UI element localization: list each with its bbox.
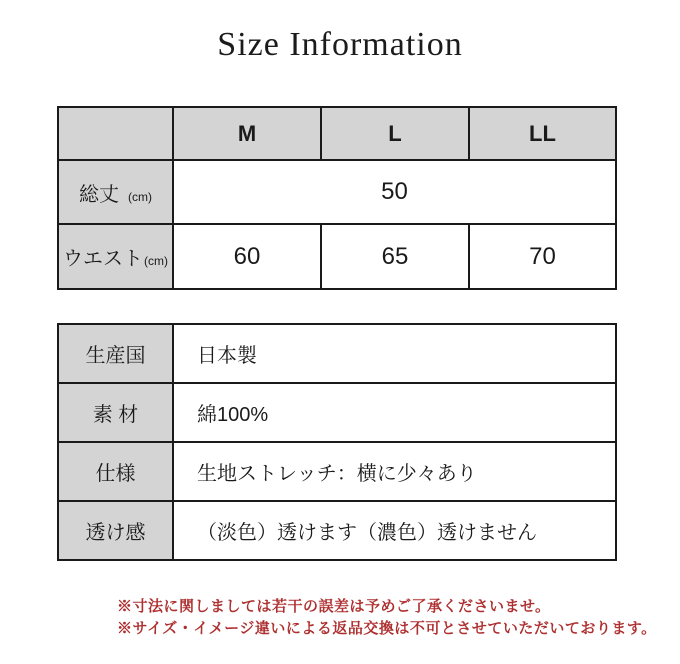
product-detail-table	[57, 323, 617, 561]
waist-value-m: 60	[173, 224, 321, 289]
waist-value-l: 65	[321, 224, 469, 289]
row-label-text: 総丈	[79, 183, 119, 206]
detail-row-spec	[58, 442, 616, 501]
size-column-header-l: L	[321, 107, 469, 160]
disclaimer-note-returns: ※サイズ・イメージ違いによる返品交換は不可とさせていただいております。	[117, 620, 657, 637]
row-label-total-length	[58, 160, 173, 224]
detail-value-material: 綿100%	[173, 383, 616, 442]
size-column-header-ll: LL	[469, 107, 616, 160]
disclaimer-notes	[117, 596, 657, 640]
total-length-value: 50	[173, 160, 616, 224]
detail-value-sheerness: （淡色）透けます（濃色）透けません	[173, 501, 616, 560]
size-table-row-total-length	[58, 160, 616, 224]
waist-value-ll: 70	[469, 224, 616, 289]
row-label-unit: (cm)	[144, 254, 168, 268]
size-table	[57, 106, 617, 290]
row-label-text: ウエスト	[63, 248, 143, 270]
detail-label-material: 素 材	[58, 383, 173, 442]
disclaimer-note-tolerance: ※寸法に関しましては若干の誤差は予めご了承くださいませ。	[117, 598, 551, 615]
detail-value-spec: 生地ストレッチ：横に少々あり	[173, 442, 616, 501]
size-table-row-waist	[58, 224, 616, 289]
detail-row-material	[58, 383, 616, 442]
detail-value-country: 日本製	[173, 324, 616, 383]
detail-label-sheerness: 透け感	[58, 501, 173, 560]
detail-row-country	[58, 324, 616, 383]
size-table-corner-cell	[58, 107, 173, 160]
size-column-header-m: M	[173, 107, 321, 160]
detail-row-sheerness	[58, 501, 616, 560]
detail-label-spec: 仕様	[58, 442, 173, 501]
size-table-header-row	[58, 107, 616, 160]
row-label-unit: (cm)	[128, 189, 152, 204]
detail-label-country: 生産国	[58, 324, 173, 383]
row-label-waist	[58, 224, 173, 289]
page-title: Size Information	[217, 26, 463, 63]
